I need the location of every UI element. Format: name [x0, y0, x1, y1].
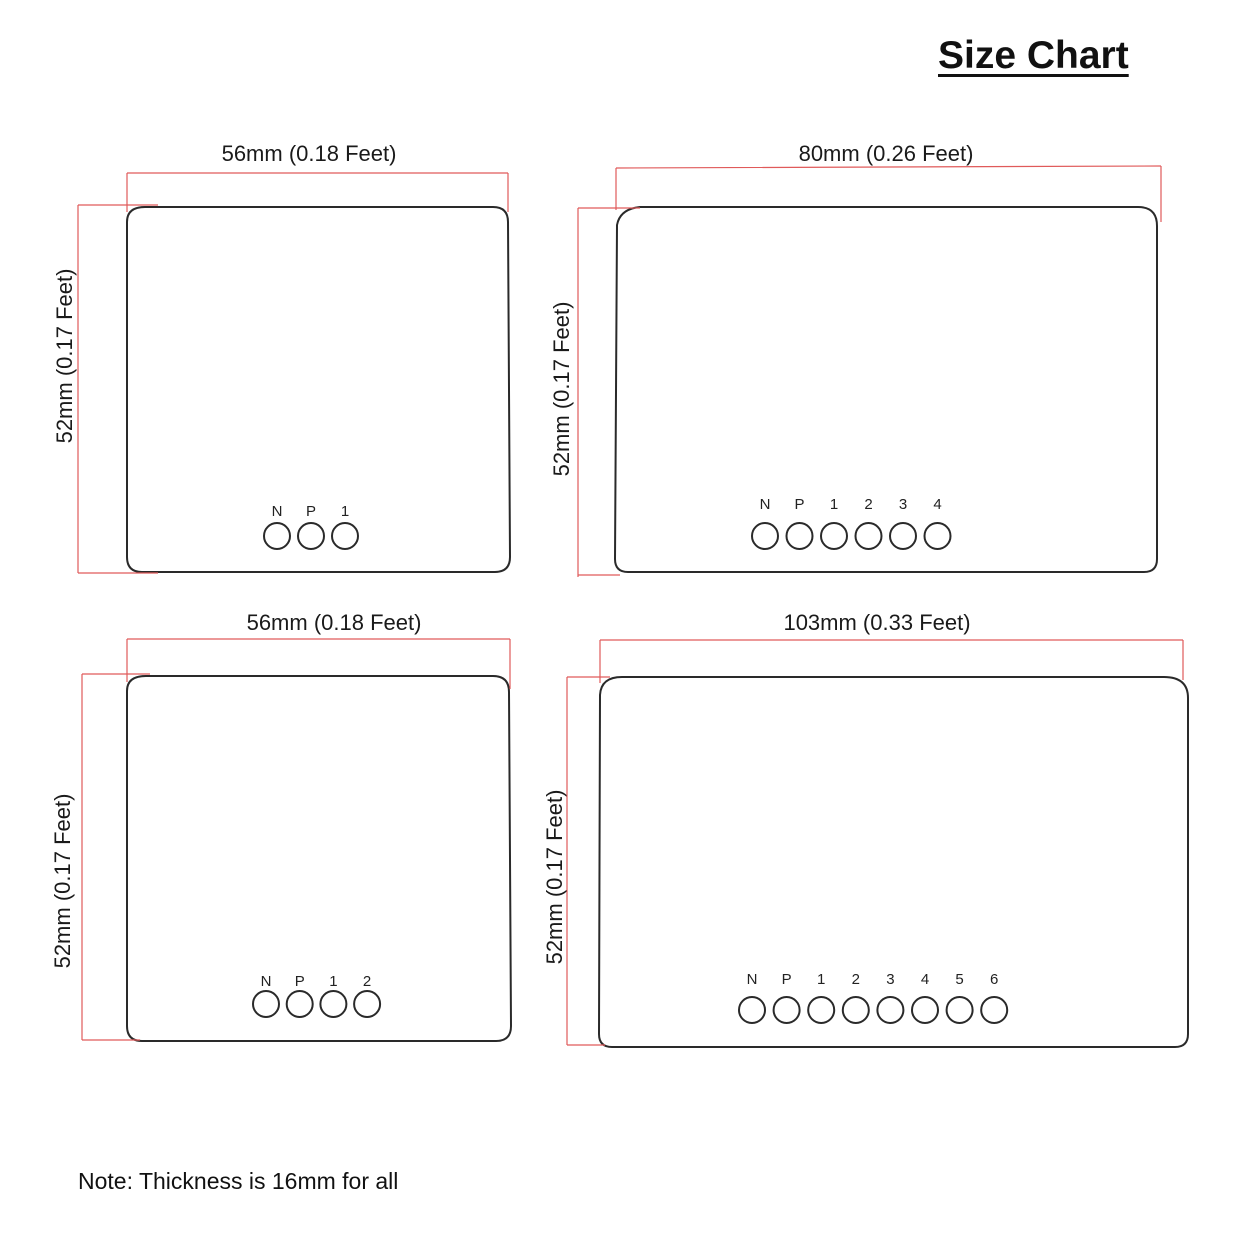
box-4-terminal-n: [739, 997, 765, 1023]
thickness-note: Note: Thickness is 16mm for all: [78, 1168, 399, 1194]
box-1-terminal-n: [264, 523, 290, 549]
box-3-height-label: 52mm (0.17 Feet): [50, 793, 75, 969]
box-3-terminal-n: [253, 991, 279, 1017]
terminal-blocks: [253, 496, 1007, 1023]
box-1-height-label: 52mm (0.17 Feet): [52, 268, 77, 444]
box-2-terminal-label-p: P: [794, 496, 805, 513]
box-3-outline: [127, 676, 511, 1041]
box-2-outline: [615, 207, 1157, 572]
box-4-terminal-3: [877, 997, 903, 1023]
box-1: [78, 173, 510, 573]
box-2-terminal-n: [752, 523, 778, 549]
box-4-terminal-label-3: 3: [886, 971, 895, 988]
box-2-width-dimension: [616, 166, 1161, 222]
box-2-terminal-2: [856, 523, 882, 549]
box-4-terminal-6: [981, 997, 1007, 1023]
box-1-terminal-label-n: N: [271, 503, 283, 520]
box-2-terminal-label-1: 1: [829, 496, 839, 513]
page-title: Size Chart: [938, 34, 1129, 77]
box-2: [578, 166, 1161, 577]
box-4-terminal-label-6: 6: [990, 971, 999, 988]
box-1-width-label: 56mm (0.18 Feet): [221, 141, 397, 166]
box-4-terminal-1: [808, 997, 834, 1023]
box-4-outline: [599, 677, 1188, 1047]
box-1-terminal-label-1: 1: [340, 503, 350, 520]
box-1-terminal-1: [332, 523, 358, 549]
box-2-terminal-label-3: 3: [898, 496, 908, 513]
box-1-height-dimension: [78, 205, 158, 573]
box-2-height-dimension: [578, 208, 640, 577]
box-3-height-dimension: [82, 674, 150, 1040]
box-2-terminal-3: [890, 523, 916, 549]
box-2-terminal-label-4: 4: [933, 496, 942, 513]
box-3-width-dimension: [127, 639, 510, 689]
box-1-outline: [127, 207, 510, 572]
box-1-terminal-p: [298, 523, 324, 549]
box-4-height-dimension: [567, 677, 610, 1045]
box-3-terminal-p: [287, 991, 313, 1017]
box-4: [567, 640, 1188, 1047]
box-2-terminal-1: [821, 523, 847, 549]
box-3-terminal-label-1: 1: [329, 973, 338, 990]
box-2-terminal-label-n: N: [759, 496, 771, 513]
box-3-terminal-label-p: P: [294, 973, 305, 990]
box-4-terminal-5: [947, 997, 973, 1023]
box-2-width-label: 80mm (0.26 Feet): [798, 141, 974, 166]
box-3-width-label: 56mm (0.18 Feet): [246, 610, 422, 635]
box-4-terminal-label-1: 1: [817, 971, 826, 988]
box-1-terminal-label-p: P: [305, 503, 317, 520]
box-2-height-label: 52mm (0.17 Feet): [549, 301, 574, 477]
box-3-terminal-label-2: 2: [362, 973, 372, 990]
box-3-terminal-label-n: N: [260, 973, 272, 990]
box-3-terminal-1: [320, 991, 346, 1017]
box-4-terminal-label-5: 5: [955, 971, 964, 988]
box-4-terminal-label-2: 2: [851, 971, 860, 988]
box-4-height-label: 52mm (0.17 Feet): [542, 789, 567, 965]
box-2-terminal-p: [787, 523, 813, 549]
box-4-width-label: 103mm (0.33 Feet): [783, 610, 971, 635]
box-2-terminal-4: [925, 523, 951, 549]
box-4-terminal-label-p: P: [781, 971, 792, 988]
box-2-terminal-label-2: 2: [864, 496, 873, 513]
box-4-terminal-4: [912, 997, 938, 1023]
box-3-terminal-2: [354, 991, 380, 1017]
box-4-terminal-p: [774, 997, 800, 1023]
box-4-terminal-label-n: N: [746, 971, 758, 988]
box-4-terminal-label-4: 4: [920, 971, 930, 988]
box-4-terminal-2: [843, 997, 869, 1023]
